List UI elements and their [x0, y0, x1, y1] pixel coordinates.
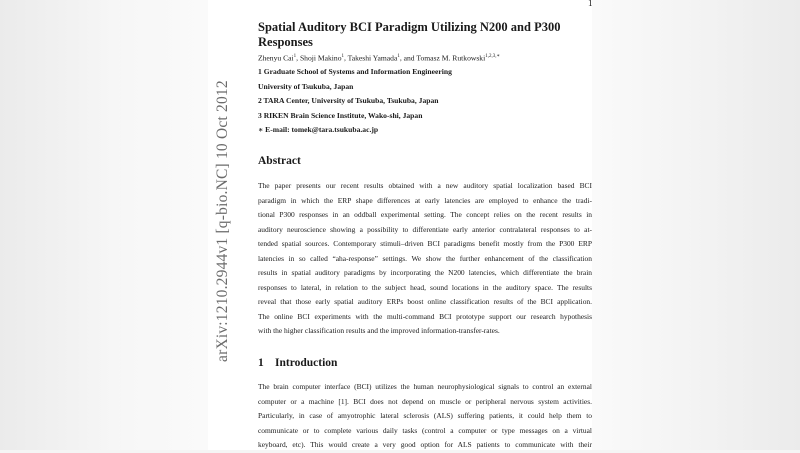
author-name: , Takeshi Yamada	[344, 53, 398, 63]
abstract-line: paradigm in which the ERP shape differences at early latencies are employed to enhance the tradi-	[258, 196, 592, 205]
section-number: 1	[258, 357, 264, 369]
contact-email: ∗ E-mail: tomek@tara.tsukuba.ac.jp	[258, 125, 379, 134]
section-heading-introduction	[258, 357, 337, 369]
abstract-line: results in spatial auditory paradigms by incorporating the N200 latencies, which differentiate the brain	[258, 268, 592, 277]
intro-line: computer or a machine [1]. BCI does not depend on muscle or peripheral nervous system activities.	[258, 397, 592, 406]
arxiv-stamp: arXiv:1210.2944v1 [q-bio.NC] 10 Oct 2012	[214, 80, 231, 362]
author-affil-mark: 1,2,3,∗	[485, 54, 500, 59]
section-title: Introduction	[275, 357, 338, 369]
abstract-line: auditory neuroscience showing a possibility to differentiate early anterior contralateral responses to at-	[258, 225, 592, 234]
viewer-background-left	[0, 0, 208, 450]
paper-title	[258, 20, 578, 50]
abstract-line: The paper presents our recent results obtained with a new auditory spatial localization based BCI	[258, 181, 592, 190]
abstract-line: tended spatial sources. Contemporary stimuli–driven BCI paradigms benefit mostly from the P300 ERP	[258, 239, 592, 248]
abstract-line: responses to lateral, in relation to the subject head, sound locations in the auditory space. The results	[258, 283, 592, 292]
abstract-line: reveal that those early spatial auditory ERPs boost online classification results of the BCI application.	[258, 297, 592, 306]
title-line: Spatial Auditory BCI Paradigm Utilizing N200 and P300	[258, 20, 561, 34]
affiliation-line: 1 Graduate School of Systems and Information Engineering	[258, 67, 452, 76]
affiliation-line: 2 TARA Center, University of Tsukuba, Tsukuba, Japan	[258, 96, 439, 105]
author-name: , Shoji Makino	[296, 53, 342, 63]
abstract-line: The online BCI experiments with the multi-command BCI prototype support our research hypothesis	[258, 312, 592, 321]
abstract-line: tional P300 responses in an oddball experimental setting. The concept relies on the recent results in	[258, 210, 592, 219]
page-number: 1	[588, 0, 593, 8]
author-affil-mark: 1	[293, 54, 297, 59]
affiliation-line: 3 RIKEN Brain Science Institute, Wako-shi, Japan	[258, 111, 423, 120]
title-line: Responses	[258, 35, 313, 49]
author-name: Zhenyu Cai	[258, 53, 294, 63]
intro-line: The brain computer interface (BCI) utilizes the human neurophysiological signals to control an external	[258, 382, 592, 391]
viewer-background-right	[592, 0, 800, 450]
abstract-line: with the higher classification results and the improved information-transfer-rates.	[258, 326, 500, 335]
affiliation-line: University of Tsukuba, Japan	[258, 82, 354, 91]
author-name: , and Tomasz M. Rutkowski	[399, 53, 486, 63]
paper-page	[208, 0, 592, 450]
abstract-line: latencies in so called “aha-response” settings. We show the further enhancement of the classification	[258, 254, 592, 263]
intro-line: communicate or to complete various daily tasks (control a computer or type messages on a virtual	[258, 426, 592, 435]
abstract-heading: Abstract	[258, 155, 301, 167]
intro-line: Particularly, in case of amyotrophic lateral sclerosis (ALS) suffering patients, it could help them to	[258, 411, 592, 420]
intro-line: keyboard, etc). This would create a very good option for ALS patients to communicate with their	[258, 440, 592, 449]
author-affil-mark: 1	[341, 54, 344, 59]
author-list	[258, 53, 500, 63]
author-affil-mark: 1	[397, 54, 400, 59]
